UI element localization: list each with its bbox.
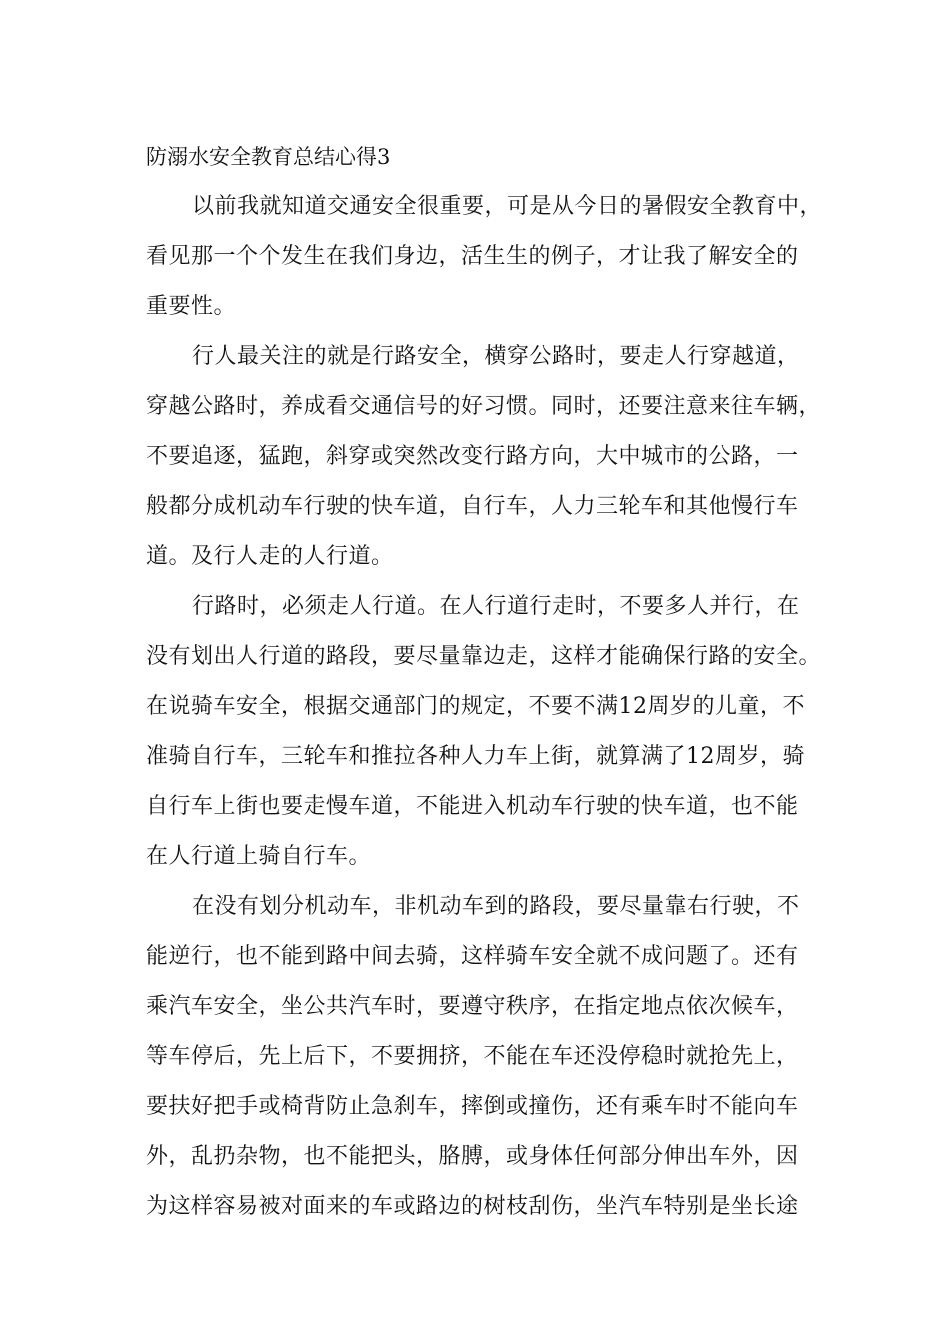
paragraph-2 (146, 332, 822, 582)
document-body (146, 132, 823, 1232)
paragraph-line: 在人行道上骑自行车。 (146, 844, 372, 869)
paragraph-line: 重要性。 (146, 294, 237, 319)
paragraph-line: 行路时，必须走人行道。在人行道行走时，不要多人并行，在 (192, 594, 800, 619)
paragraph-line: 以前我就知道交通安全很重要，可是从今日的暑假安全教育中， (192, 194, 823, 219)
paragraph-line: 要扶好把手或椅背防止急刹车，摔倒或撞伤，还有乘车时不能向车 (146, 1094, 799, 1119)
paragraph-4 (146, 882, 810, 1232)
paragraph-line: 在没有划分机动车，非机动车到的路段，要尽量靠右行驶，不 (192, 894, 800, 919)
paragraph-1 (146, 182, 823, 332)
paragraph-line: 等车停后，先上后下，不要拥挤，不能在车还没停稳时就抢先上， (146, 1044, 799, 1069)
paragraph-line: 不要追逐，猛跑，斜穿或突然改变行路方向，大中城市的公路，一 (146, 444, 799, 469)
paragraph-3 (146, 582, 822, 882)
paragraph-line: 没有划出人行道的路段，要尽量靠边走，这样才能确保行路的安全。 (146, 644, 822, 669)
paragraph-line: 能逆行，也不能到路中间去骑，这样骑车安全就不成问题了。还有 (146, 944, 799, 969)
paragraph-line: 乘汽车安全，坐公共汽车时，要遵守秩序，在指定地点依次候车， (146, 994, 799, 1019)
paragraph-line: 自行车上街也要走慢车道，不能进入机动车行驶的快车道，也不能 (146, 794, 799, 819)
paragraph-line: 行人最关注的就是行路安全，横穿公路时，要走人行穿越道， (192, 344, 800, 369)
document-title: 防溺水安全教育总结心得3 (146, 145, 391, 169)
paragraph-line: 在说骑车安全，根据交通部门的规定，不要不满12周岁的儿童，不 (146, 694, 805, 719)
paragraph-line: 准骑自行车，三轮车和推拉各种人力车上街，就算满了12周岁，骑 (146, 744, 805, 769)
paragraph-line: 外，乱扔杂物，也不能把头，胳膊，或身体任何部分伸出车外，因 (146, 1144, 799, 1169)
paragraph-line: 看见那一个个发生在我们身边，活生生的例子，才让我了解安全的 (146, 244, 799, 269)
paragraph-line: 般都分成机动车行驶的快车道，自行车，人力三轮车和其他慢行车 (146, 494, 799, 519)
paragraph-line: 穿越公路时，养成看交通信号的好习惯。同时，还要注意来往车辆， (146, 394, 822, 419)
paragraph-line: 道。及行人走的人行道。 (146, 544, 394, 569)
paragraph-line: 为这样容易被对面来的车或路边的树枝刮伤，坐汽车特别是坐长途 (146, 1194, 799, 1219)
